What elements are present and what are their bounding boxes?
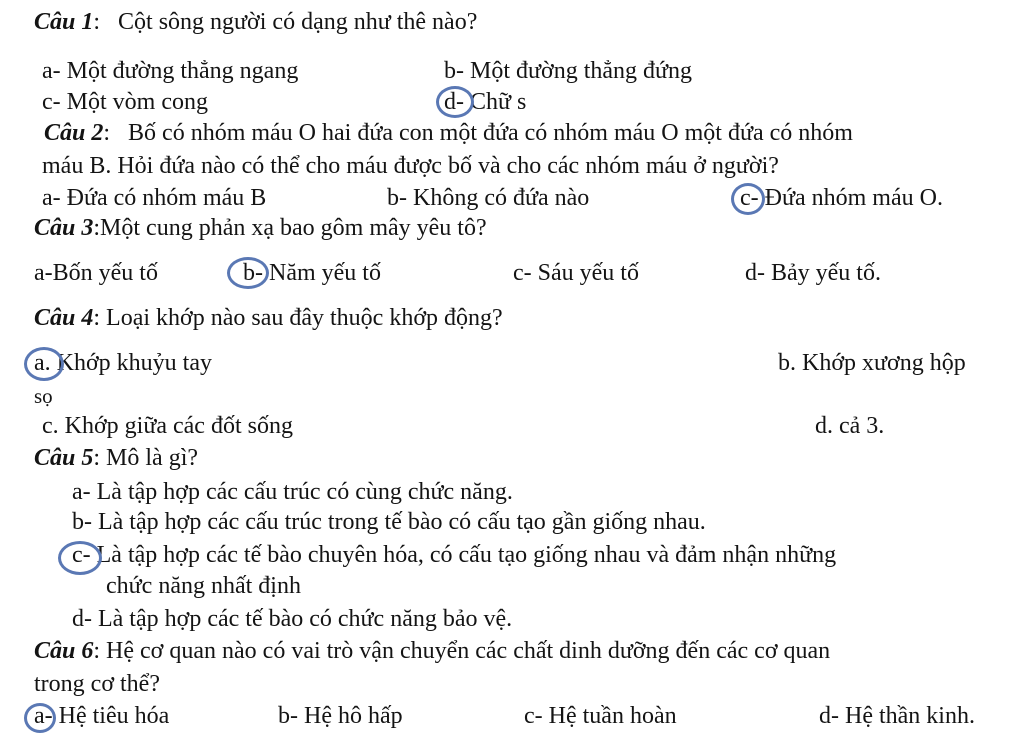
q4-option-b-wrap: sọ	[34, 384, 53, 408]
question-4: Câu 4: Loại khớp nào sau đây thuộc khớp động?	[34, 305, 503, 331]
q3-option-d: d- Bảy yếu tố.	[745, 260, 881, 286]
q2-option-b: b- Không có đứa nào	[387, 185, 590, 211]
q4-option-d: d. cả 3.	[815, 413, 885, 439]
question-1-prompt: Cột sông người có dạng như thê nào?	[118, 9, 478, 35]
question-2-prompt-line-1: Bố có nhóm máu O hai đứa con một đứa có nhóm máu O một đứa có nhóm	[128, 120, 853, 146]
question-5-prompt: Mô là gì?	[106, 445, 199, 471]
question-2-prompt-line-2: máu B. Hỏi đứa nào có thể cho máu được bố và cho các nhóm máu ở người?	[42, 153, 779, 179]
question-4-label: Câu 4	[34, 305, 94, 331]
q4-option-c: c. Khớp giữa các đốt sống	[42, 413, 293, 439]
q2-option-c: c- Đứa nhóm máu O.	[740, 185, 943, 211]
q5-option-a: a- Là tập hợp các cấu trúc có cùng chức năng.	[72, 479, 513, 505]
q5-option-d: d- Là tập hợp các tế bào có chức năng bảo vệ.	[72, 606, 513, 632]
question-3-prompt: Một cung phản xạ bao gôm mây yêu tô?	[100, 215, 487, 241]
q5-option-c-wrap: chức năng nhất định	[106, 573, 301, 599]
question-4-prompt: Loại khớp nào sau đây thuộc khớp động?	[106, 305, 503, 331]
q1-option-b: b- Một đường thẳng đứng	[444, 58, 693, 84]
question-3-label: Câu 3	[34, 215, 94, 241]
q5-option-b: b- Là tập hợp các cấu trúc trong tế bào có cấu tạo gần giống nhau.	[72, 509, 706, 535]
q1-option-c: c- Một vòm cong	[42, 89, 208, 115]
q3-option-b: b- Năm yếu tố	[243, 260, 381, 286]
question-2-label: Câu 2	[44, 120, 104, 146]
question-6-label: Câu 6	[34, 638, 94, 664]
q3-option-c: c- Sáu yếu tố	[513, 260, 639, 286]
question-5-label: Câu 5	[34, 445, 94, 471]
question-2: Câu 2: Bố có nhóm máu O hai đứa con một đứa có nhóm máu O một đứa có nhóm	[44, 120, 853, 146]
q3-option-a: a-Bốn yếu tố	[34, 260, 158, 286]
q2-option-a: a- Đứa có nhóm máu B	[42, 185, 267, 211]
q4-option-b: b. Khớp xương hộp	[778, 350, 966, 376]
question-6-prompt-line-1: Hệ cơ quan nào có vai trò vận chuyển các chất dinh dưỡng đến các cơ quan	[106, 638, 831, 664]
q6-option-a: a- Hệ tiêu hóa	[34, 703, 170, 729]
q1-option-a: a- Một đường thẳng ngang	[42, 58, 299, 84]
question-6: Câu 6: Hệ cơ quan nào có vai trò vận chuyển các chất dinh dưỡng đến các cơ quan	[34, 638, 831, 664]
question-1: Câu 1: Cột sông người có dạng như thê nào?	[34, 9, 478, 35]
question-5: Câu 5: Mô là gì?	[34, 445, 199, 471]
q6-option-b: b- Hệ hô hấp	[278, 703, 403, 729]
question-6-prompt-line-2: trong cơ thể?	[34, 671, 160, 697]
q1-option-d: d- Chữ s	[444, 89, 527, 115]
cropped-text-remnant	[40, 0, 560, 5]
q5-option-c: c- Là tập hợp các tế bào chuyên hóa, có cấu tạo giống nhau và đảm nhận những	[72, 542, 837, 568]
q6-option-c: c- Hệ tuần hoàn	[524, 703, 677, 729]
question-1-label: Câu 1	[34, 9, 94, 35]
question-3: Câu 3:Một cung phản xạ bao gôm mây yêu tô?	[34, 215, 487, 241]
q4-option-a: a. Khớp khuỷu tay	[34, 350, 212, 376]
q6-option-d: d- Hệ thần kinh.	[819, 703, 975, 729]
